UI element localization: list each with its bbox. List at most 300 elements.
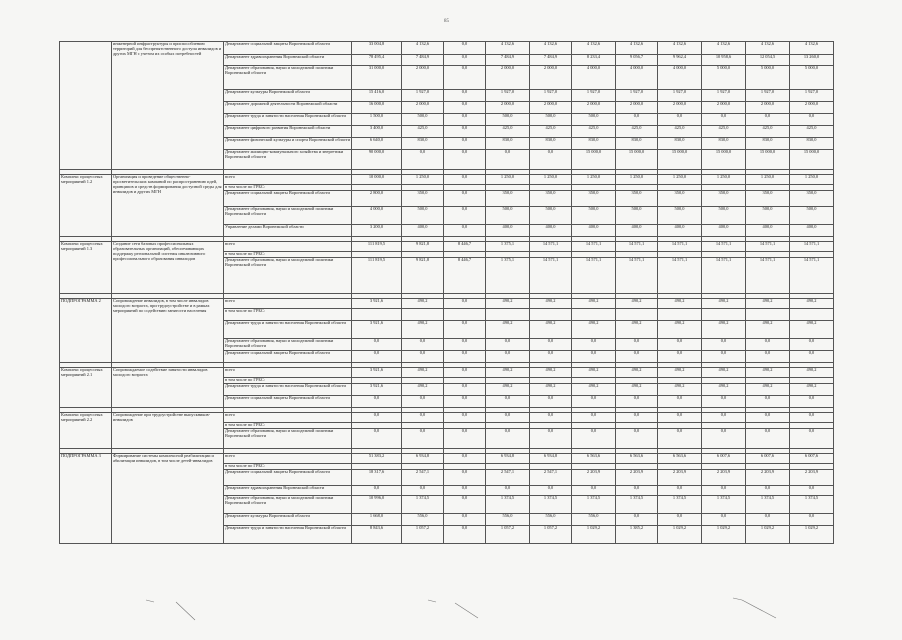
amount-cell: 9 821,8 bbox=[402, 242, 444, 252]
amount-cell: 0,0 bbox=[702, 396, 746, 408]
amount-cell: 0,0 bbox=[702, 114, 746, 126]
executor-cell: Департамент образования, науки и молодежной политики Воронежской области bbox=[224, 429, 352, 449]
amount-cell: 0,0 bbox=[486, 150, 530, 170]
amount-cell: 0,0 bbox=[616, 413, 658, 423]
amount-cell: 490,2 bbox=[572, 384, 616, 396]
amount-cell: 1 374,5 bbox=[702, 496, 746, 514]
amount-cell: 15 000,0 bbox=[702, 150, 746, 170]
amount-cell: 1 500,0 bbox=[352, 114, 402, 126]
amount-cell: 2 000,0 bbox=[402, 102, 444, 114]
amount-cell: 500,0 bbox=[530, 207, 572, 225]
amount-cell: 0,0 bbox=[790, 413, 834, 423]
amount-cell: 0,0 bbox=[444, 102, 486, 114]
amount-cell: 0,0 bbox=[352, 429, 402, 449]
amount-cell: 425,0 bbox=[746, 126, 790, 138]
amount-cell: 0,0 bbox=[444, 175, 486, 185]
amount-cell: 2 547,1 bbox=[530, 470, 572, 486]
amount-cell: 14 571,1 bbox=[572, 242, 616, 252]
amount-cell: 1 250,0 bbox=[530, 175, 572, 185]
amount-cell: 1 250,0 bbox=[616, 175, 658, 185]
amount-cell: 2 000,0 bbox=[530, 66, 572, 90]
amount-cell: 490,2 bbox=[530, 299, 572, 309]
amount-cell: 2 000,0 bbox=[486, 66, 530, 90]
amount-cell: 0,0 bbox=[790, 339, 834, 351]
amount-cell: 4 000,0 bbox=[616, 66, 658, 90]
amount-cell: 400,0 bbox=[486, 225, 530, 237]
amount-cell: 425,0 bbox=[658, 126, 702, 138]
amount-cell: 425,0 bbox=[790, 126, 834, 138]
amount-cell: 1 927,0 bbox=[616, 90, 658, 102]
executor-cell: в том числе по ГРБС: bbox=[224, 378, 352, 384]
amount-cell: 1 374,5 bbox=[658, 496, 702, 514]
amount-cell: 0,0 bbox=[658, 413, 702, 423]
amount-cell: 6 934,8 bbox=[530, 454, 572, 464]
executor-cell: Департамент образования, науки и молодежной политики Воронежской области bbox=[224, 496, 352, 514]
amount-cell: 830,0 bbox=[658, 138, 702, 150]
amount-cell: 350,0 bbox=[530, 191, 572, 207]
amount-cell: 1 250,0 bbox=[790, 175, 834, 185]
executor-cell: в том числе по ГРБС: bbox=[224, 423, 352, 429]
amount-cell: 14 571,1 bbox=[616, 258, 658, 294]
program-name-cell: Сопровождение при трудоустройстве выпускников-инвалидов bbox=[112, 413, 224, 449]
amount-cell: 111 819,5 bbox=[352, 242, 402, 252]
amount-cell: 3 400,0 bbox=[352, 126, 402, 138]
amount-cell: 1 375,1 bbox=[486, 242, 530, 252]
amount-cell: 0,0 bbox=[530, 150, 572, 170]
amount-cell: 0,0 bbox=[790, 514, 834, 526]
executor-cell: Департамент труда и занятости населения Воронежской области bbox=[224, 384, 352, 396]
amount-cell: 425,0 bbox=[486, 126, 530, 138]
amount-cell: 350,0 bbox=[486, 191, 530, 207]
amount-cell: 14 571,1 bbox=[746, 242, 790, 252]
amount-cell: 830,0 bbox=[486, 138, 530, 150]
amount-cell: 350,0 bbox=[702, 191, 746, 207]
program-code-cell: Комплекс процессных мероприятий 1.2 bbox=[60, 175, 112, 237]
amount-cell: 0,0 bbox=[444, 526, 486, 544]
program-name-cell: Сопровождение инвалидов, в том числе инвалидов молодого возраста, при трудоустройстве и в рамках мероприятий по содействию занятости населения bbox=[112, 299, 224, 363]
amount-cell: 490,2 bbox=[572, 299, 616, 309]
amount-cell: 490,2 bbox=[616, 321, 658, 339]
executor-cell: Департамент культуры Воронежской области bbox=[224, 90, 352, 102]
amount-cell: 490,2 bbox=[658, 368, 702, 378]
amount-cell: 10 958,6 bbox=[702, 55, 746, 66]
executor-cell: всего bbox=[224, 299, 352, 309]
executor-cell: Департамент труда и занятости населения Воронежской области bbox=[224, 321, 352, 339]
amount-cell: 2 000,0 bbox=[702, 102, 746, 114]
amount-cell: 14 571,1 bbox=[530, 242, 572, 252]
amount-cell: 3 921,6 bbox=[352, 368, 402, 378]
amount-cell: 0,0 bbox=[658, 486, 702, 496]
amount-cell: 8 446,7 bbox=[444, 242, 486, 252]
amount-cell: 7 484,9 bbox=[486, 55, 530, 66]
amount-cell: 8 233,4 bbox=[572, 55, 616, 66]
amount-cell: 500,0 bbox=[746, 207, 790, 225]
amount-cell: 830,0 bbox=[702, 138, 746, 150]
amount-cell: 15 000,0 bbox=[746, 150, 790, 170]
amount-cell: 0,0 bbox=[402, 486, 444, 496]
executor-cell: в том числе по ГРБС: bbox=[224, 464, 352, 470]
amount-cell: 490,2 bbox=[790, 299, 834, 309]
amount-cell: 0,0 bbox=[444, 351, 486, 363]
program-name-cell: Создание сети базовых профессиональных образовательных организаций, обеспечивающих поддержку региональной системы инклюзивного профессионального образования инвалидов bbox=[112, 242, 224, 294]
amount-cell: 1 250,0 bbox=[402, 175, 444, 185]
amount-cell: 2 000,0 bbox=[402, 66, 444, 90]
amount-cell: 0,0 bbox=[402, 429, 444, 449]
amount-cell: 490,2 bbox=[790, 368, 834, 378]
amount-cell: 490,2 bbox=[746, 299, 790, 309]
amount-cell: 0,0 bbox=[530, 351, 572, 363]
amount-cell: 400,0 bbox=[402, 225, 444, 237]
amount-cell: 0,0 bbox=[444, 299, 486, 309]
amount-cell: 490,2 bbox=[530, 321, 572, 339]
amount-cell: 0,0 bbox=[444, 225, 486, 237]
amount-cell: 0,0 bbox=[616, 339, 658, 351]
program-name-cell: инженерной инфраструктуры и приспособлению территорий для беспрепятственного доступа инвалидов и других МГН с учетом их особых потребностей bbox=[112, 42, 224, 170]
amount-cell: 0,0 bbox=[658, 429, 702, 449]
amount-cell: 6 934,8 bbox=[402, 454, 444, 464]
amount-cell: 1 250,0 bbox=[702, 175, 746, 185]
amount-cell: 500,0 bbox=[572, 207, 616, 225]
amount-cell: 3 921,6 bbox=[352, 384, 402, 396]
amount-cell: 490,2 bbox=[746, 321, 790, 339]
executor-cell: Департамент социальной защиты Воронежской области bbox=[224, 396, 352, 408]
amount-cell: 0,0 bbox=[746, 413, 790, 423]
amount-cell: 1 029,2 bbox=[702, 526, 746, 544]
amount-cell: 78 495,4 bbox=[352, 55, 402, 66]
amount-cell: 0,0 bbox=[486, 339, 530, 351]
amount-cell: 9 056,7 bbox=[616, 55, 658, 66]
amount-cell: 0,0 bbox=[616, 114, 658, 126]
amount-cell: 490,2 bbox=[658, 321, 702, 339]
amount-cell: 0,0 bbox=[658, 114, 702, 126]
amount-cell: 18 317,6 bbox=[352, 470, 402, 486]
amount-cell: 0,0 bbox=[616, 351, 658, 363]
amount-cell: 6 640,0 bbox=[352, 138, 402, 150]
amount-cell: 0,0 bbox=[702, 413, 746, 423]
amount-cell: 830,0 bbox=[530, 138, 572, 150]
amount-cell: 1 927,0 bbox=[402, 90, 444, 102]
amount-cell: 0,0 bbox=[790, 351, 834, 363]
amount-cell: 2 000,0 bbox=[530, 102, 572, 114]
amount-cell: 5 000,0 bbox=[746, 66, 790, 90]
amount-cell: 2 547,1 bbox=[402, 470, 444, 486]
amount-cell: 0,0 bbox=[402, 351, 444, 363]
amount-cell: 0,0 bbox=[658, 396, 702, 408]
amount-cell: 0,0 bbox=[444, 486, 486, 496]
executor-cell: Департамент культуры Воронежской области bbox=[224, 514, 352, 526]
executor-cell: Департамент образования, науки и молодежной политики Воронежской области bbox=[224, 258, 352, 294]
amount-cell: 6 007,6 bbox=[746, 454, 790, 464]
amount-cell: 490,2 bbox=[658, 384, 702, 396]
amount-cell: 0,0 bbox=[352, 351, 402, 363]
amount-cell: 0,0 bbox=[486, 486, 530, 496]
amount-cell: 500,0 bbox=[572, 114, 616, 126]
executor-cell: Управление делами Воронежской области bbox=[224, 225, 352, 237]
amount-cell: 9 821,8 bbox=[402, 258, 444, 294]
amount-cell: 0,0 bbox=[530, 486, 572, 496]
amount-cell: 1 927,0 bbox=[746, 90, 790, 102]
amount-cell: 490,2 bbox=[790, 384, 834, 396]
amount-cell: 4 132,6 bbox=[572, 42, 616, 55]
amount-cell: 0,0 bbox=[616, 486, 658, 496]
amount-cell: 0,0 bbox=[352, 413, 402, 423]
amount-cell: 350,0 bbox=[790, 191, 834, 207]
amount-cell: 400,0 bbox=[572, 225, 616, 237]
amount-cell: 0,0 bbox=[572, 486, 616, 496]
amount-cell: 0,0 bbox=[702, 514, 746, 526]
amount-cell: 2 203,9 bbox=[616, 470, 658, 486]
amount-cell: 4 132,6 bbox=[530, 42, 572, 55]
amount-cell: 425,0 bbox=[530, 126, 572, 138]
amount-cell: 0,0 bbox=[444, 396, 486, 408]
amount-cell: 350,0 bbox=[616, 191, 658, 207]
amount-cell: 1 385,2 bbox=[616, 526, 658, 544]
amount-cell: 0,0 bbox=[530, 396, 572, 408]
amount-cell: 15 000,0 bbox=[790, 150, 834, 170]
amount-cell: 490,2 bbox=[530, 368, 572, 378]
amount-cell: 0,0 bbox=[746, 351, 790, 363]
executor-cell: в том числе по ГРБС: bbox=[224, 252, 352, 258]
amount-cell: 830,0 bbox=[746, 138, 790, 150]
executor-cell: всего bbox=[224, 368, 352, 378]
amount-cell: 5 000,0 bbox=[790, 66, 834, 90]
amount-cell: 350,0 bbox=[658, 191, 702, 207]
amount-cell: 490,2 bbox=[402, 368, 444, 378]
amount-cell: 500,0 bbox=[402, 207, 444, 225]
amount-cell: 400,0 bbox=[658, 225, 702, 237]
amount-cell: 0,0 bbox=[746, 486, 790, 496]
executor-cell: всего bbox=[224, 242, 352, 252]
executor-cell: Департамент образования, науки и молодежной политики Воронежской области bbox=[224, 66, 352, 90]
amount-cell: 5 000,0 bbox=[702, 66, 746, 90]
amount-cell: 490,2 bbox=[402, 321, 444, 339]
amount-cell: 4 000,0 bbox=[352, 207, 402, 225]
amount-cell: 830,0 bbox=[572, 138, 616, 150]
executor-cell: всего bbox=[224, 175, 352, 185]
amount-cell: 6 007,6 bbox=[702, 454, 746, 464]
amount-cell: 490,2 bbox=[746, 368, 790, 378]
amount-cell: 0,0 bbox=[486, 396, 530, 408]
executor-cell: Департамент образования, науки и молодежной политики Воронежской области bbox=[224, 207, 352, 225]
executor-cell: всего bbox=[224, 413, 352, 423]
amount-cell: 0,0 bbox=[444, 514, 486, 526]
amount-cell: 1 927,0 bbox=[486, 90, 530, 102]
amount-cell: 10 996,0 bbox=[352, 496, 402, 514]
executor-cell: Департамент социальной защиты Воронежской области bbox=[224, 42, 352, 55]
amount-cell: 1 057,2 bbox=[530, 526, 572, 544]
amount-cell: 1 057,2 bbox=[402, 526, 444, 544]
amount-cell: 0,0 bbox=[486, 351, 530, 363]
amount-cell: 31 000,0 bbox=[352, 66, 402, 90]
amount-cell: 4 132,6 bbox=[658, 42, 702, 55]
amount-cell: 14 571,1 bbox=[702, 242, 746, 252]
amount-cell: 8 446,7 bbox=[444, 258, 486, 294]
amount-cell: 0,0 bbox=[444, 90, 486, 102]
program-code-cell: ПОДПРОГРАММА 3 bbox=[60, 454, 112, 544]
amount-cell: 1 029,2 bbox=[572, 526, 616, 544]
amount-cell: 0,0 bbox=[572, 429, 616, 449]
amount-cell: 2 203,9 bbox=[572, 470, 616, 486]
amount-cell: 2 000,0 bbox=[486, 102, 530, 114]
amount-cell: 14 571,1 bbox=[746, 258, 790, 294]
executor-cell: Департамент здравоохранения Воронежской области bbox=[224, 486, 352, 496]
amount-cell: 0,0 bbox=[746, 339, 790, 351]
amount-cell: 0,0 bbox=[746, 114, 790, 126]
amount-cell: 10 000,0 bbox=[352, 175, 402, 185]
amount-cell: 1 375,1 bbox=[486, 258, 530, 294]
amount-cell: 2 000,0 bbox=[572, 102, 616, 114]
amount-cell: 6 563,6 bbox=[572, 454, 616, 464]
amount-cell: 425,0 bbox=[702, 126, 746, 138]
amount-cell: 4 132,6 bbox=[616, 42, 658, 55]
amount-cell: 490,2 bbox=[402, 384, 444, 396]
amount-cell: 0,0 bbox=[402, 396, 444, 408]
amount-cell: 4 132,6 bbox=[702, 42, 746, 55]
amount-cell: 0,0 bbox=[530, 339, 572, 351]
amount-cell: 111 819,5 bbox=[352, 258, 402, 294]
amount-cell: 51 383,2 bbox=[352, 454, 402, 464]
amount-cell: 490,2 bbox=[572, 368, 616, 378]
amount-cell: 0,0 bbox=[530, 413, 572, 423]
amount-cell: 0,0 bbox=[702, 351, 746, 363]
amount-cell: 1 927,0 bbox=[530, 90, 572, 102]
amount-cell: 1 374,5 bbox=[790, 496, 834, 514]
amount-cell: 0,0 bbox=[444, 454, 486, 464]
amount-cell: 14 571,1 bbox=[572, 258, 616, 294]
amount-cell: 0,0 bbox=[486, 429, 530, 449]
amount-cell: 1 374,5 bbox=[746, 496, 790, 514]
amount-cell: 400,0 bbox=[702, 225, 746, 237]
amount-cell: 1 250,0 bbox=[658, 175, 702, 185]
amount-cell: 4 132,6 bbox=[746, 42, 790, 55]
amount-cell: 500,0 bbox=[702, 207, 746, 225]
amount-cell: 1 029,2 bbox=[658, 526, 702, 544]
executor-cell: Департамент социальной защиты Воронежской области bbox=[224, 351, 352, 363]
amount-cell: 400,0 bbox=[616, 225, 658, 237]
amount-cell: 500,0 bbox=[616, 207, 658, 225]
amount-cell: 490,2 bbox=[572, 321, 616, 339]
page-number: 85 bbox=[444, 19, 449, 24]
amount-cell: 1 668,0 bbox=[352, 514, 402, 526]
amount-cell: 0,0 bbox=[444, 368, 486, 378]
amount-cell: 2 547,1 bbox=[486, 470, 530, 486]
amount-cell: 490,2 bbox=[486, 321, 530, 339]
amount-cell: 9 962,4 bbox=[658, 55, 702, 66]
amount-cell: 0,0 bbox=[790, 429, 834, 449]
amount-cell: 490,2 bbox=[702, 321, 746, 339]
amount-cell: 1 374,5 bbox=[402, 496, 444, 514]
amount-cell: 2 000,0 bbox=[658, 102, 702, 114]
amount-cell: 2 000,0 bbox=[616, 102, 658, 114]
amount-cell: 490,2 bbox=[702, 384, 746, 396]
amount-cell: 0,0 bbox=[616, 514, 658, 526]
amount-cell: 400,0 bbox=[530, 225, 572, 237]
executor-cell: Департамент социальной защиты Воронежской области bbox=[224, 470, 352, 486]
program-name-cell: Формирование системы комплексной реабилитации и абилитации инвалидов, в том числе детей-инвалидов bbox=[112, 454, 224, 544]
program-code-cell: Комплекс процессных мероприятий 2.1 bbox=[60, 368, 112, 408]
amount-cell: 0,0 bbox=[658, 351, 702, 363]
amount-cell: 490,2 bbox=[530, 384, 572, 396]
amount-cell: 4 132,6 bbox=[790, 42, 834, 55]
amount-cell: 425,0 bbox=[402, 126, 444, 138]
amount-cell: 4 132,6 bbox=[486, 42, 530, 55]
amount-cell: 490,2 bbox=[486, 384, 530, 396]
amount-cell: 0,0 bbox=[444, 470, 486, 486]
amount-cell: 0,0 bbox=[572, 351, 616, 363]
amount-cell: 490,2 bbox=[616, 368, 658, 378]
amount-cell: 490,2 bbox=[658, 299, 702, 309]
amount-cell: 8 843,6 bbox=[352, 526, 402, 544]
amount-cell: 1 927,0 bbox=[790, 90, 834, 102]
executor-cell: Департамент дорожной деятельности Воронежской области bbox=[224, 102, 352, 114]
amount-cell: 14 571,1 bbox=[658, 258, 702, 294]
executor-cell: Департамент труда и занятости населения Воронежской области bbox=[224, 114, 352, 126]
executor-cell: Департамент физической культуры и спорта Воронежской области bbox=[224, 138, 352, 150]
amount-cell: 1 927,0 bbox=[702, 90, 746, 102]
amount-cell: 1 374,5 bbox=[616, 496, 658, 514]
executor-cell: Департамент цифрового развития Воронежской области bbox=[224, 126, 352, 138]
amount-cell: 90 000,0 bbox=[352, 150, 402, 170]
amount-cell: 12 054,5 bbox=[746, 55, 790, 66]
amount-cell: 2 203,9 bbox=[658, 470, 702, 486]
amount-cell: 0,0 bbox=[444, 66, 486, 90]
executor-cell: всего bbox=[224, 454, 352, 464]
amount-cell: 7 484,9 bbox=[530, 55, 572, 66]
amount-cell: 0,0 bbox=[702, 486, 746, 496]
amount-cell: 0,0 bbox=[444, 42, 486, 55]
amount-cell: 14 571,1 bbox=[790, 258, 834, 294]
amount-cell: 1 250,0 bbox=[572, 175, 616, 185]
amount-cell: 556,0 bbox=[486, 514, 530, 526]
amount-cell: 490,2 bbox=[702, 368, 746, 378]
amount-cell: 0,0 bbox=[444, 384, 486, 396]
amount-cell: 0,0 bbox=[444, 55, 486, 66]
amount-cell: 0,0 bbox=[702, 339, 746, 351]
executor-cell: Департамент образования, науки и молодежной политики Воронежской области bbox=[224, 339, 352, 351]
executor-cell: Департамент социальной защиты Воронежской области bbox=[224, 191, 352, 207]
amount-cell: 0,0 bbox=[572, 396, 616, 408]
amount-cell: 490,2 bbox=[402, 299, 444, 309]
amount-cell: 0,0 bbox=[444, 429, 486, 449]
amount-cell: 830,0 bbox=[616, 138, 658, 150]
amount-cell: 14 571,1 bbox=[658, 242, 702, 252]
amount-cell: 0,0 bbox=[530, 429, 572, 449]
amount-cell: 0,0 bbox=[444, 126, 486, 138]
amount-cell: 1 250,0 bbox=[486, 175, 530, 185]
amount-cell: 1 250,0 bbox=[746, 175, 790, 185]
amount-cell: 490,2 bbox=[486, 368, 530, 378]
amount-cell: 14 571,1 bbox=[530, 258, 572, 294]
program-name-cell: Организация и проведение общественно-просветительских кампаний по распространению идей, принципов и средств формирования доступной среды для инвалидов и других МГН bbox=[112, 175, 224, 237]
amount-cell: 6 934,8 bbox=[486, 454, 530, 464]
amount-cell: 490,2 bbox=[746, 384, 790, 396]
amount-cell: 0,0 bbox=[352, 486, 402, 496]
amount-cell: 3 200,0 bbox=[352, 225, 402, 237]
amount-cell: 0,0 bbox=[352, 396, 402, 408]
amount-cell: 16 000,0 bbox=[352, 102, 402, 114]
amount-cell: 1 374,5 bbox=[530, 496, 572, 514]
program-code-cell: Комплекс процессных мероприятий 2.2 bbox=[60, 413, 112, 449]
amount-cell: 0,0 bbox=[444, 496, 486, 514]
amount-cell: 0,0 bbox=[402, 413, 444, 423]
amount-cell: 15 000,0 bbox=[616, 150, 658, 170]
amount-cell: 3 921,6 bbox=[352, 321, 402, 339]
amount-cell: 1 029,2 bbox=[746, 526, 790, 544]
amount-cell: 0,0 bbox=[444, 413, 486, 423]
amount-cell: 0,0 bbox=[746, 429, 790, 449]
program-code-cell: Комплекс процессных мероприятий 1.3 bbox=[60, 242, 112, 294]
amount-cell: 3 921,6 bbox=[352, 299, 402, 309]
